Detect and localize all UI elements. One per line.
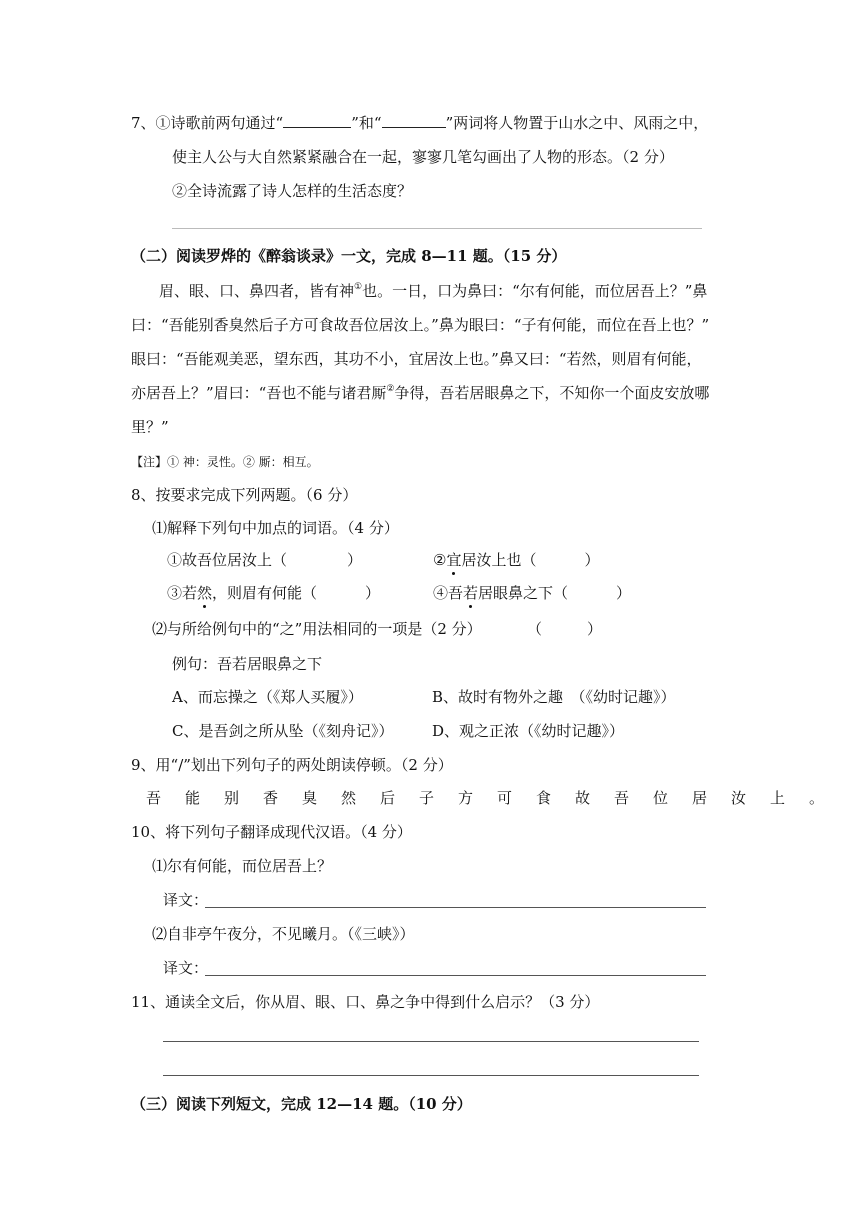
q7-line3: ②全诗流露了诗人怎样的生活态度？ — [172, 182, 413, 200]
q10-label2: 译文： — [163, 959, 209, 977]
q9-char: 吾 — [146, 789, 162, 807]
q10-answer-line1[interactable] — [205, 907, 706, 908]
q8-example: 例句：吾若居眼鼻之下 — [172, 655, 323, 673]
q8-sub2: ⑵与所给例句中的“之”用法相同的一项是（2 分） — [152, 620, 482, 638]
q9-char: 方 — [458, 789, 474, 807]
q9-char: 然 — [341, 789, 357, 807]
q11-answer-line2[interactable] — [163, 1075, 699, 1076]
q9-char: 居 — [692, 789, 708, 807]
q10-sentence2: ⑵自非亭午夜分，不见曦月。（《三峡》） — [152, 925, 415, 943]
q8-title: 8、按要求完成下列两题。（6 分） — [131, 486, 358, 504]
q9-sentence[interactable] — [146, 788, 848, 808]
passage-line3: 眼曰：“吾能观美恶，望东西，其功不小，宜居汝上也。”鼻又曰：“若然，则眉有何能， — [131, 350, 702, 368]
q11-title: 11、通读全文后，你从眉、眼、口、鼻之争中得到什么启示？（3 分） — [131, 993, 600, 1011]
q8-sub1: ⑴解释下列句中加点的词语。（4 分） — [152, 519, 399, 537]
section3-heading: （三）阅读下列短文，完成 12—14 题。（10 分） — [131, 1095, 472, 1113]
q7-answer-line[interactable] — [172, 228, 702, 229]
q10-answer-line2[interactable] — [205, 975, 706, 976]
section2-heading: （二）阅读罗烨的《醉翁谈录》一文，完成 8—11 题。（15 分） — [131, 247, 567, 265]
q9-char: 。 — [809, 789, 825, 807]
q9-char: 别 — [224, 789, 240, 807]
q9-char: 子 — [419, 789, 435, 807]
q9-char: 香 — [263, 789, 279, 807]
q10-label1: 译文： — [163, 891, 209, 909]
q8-item1: ①故吾位居汝上（ ） — [167, 551, 363, 569]
q9-char: 位 — [653, 789, 669, 807]
q7-blank2[interactable] — [382, 113, 446, 128]
q9-title: 9、用“/”划出下列句子的两处朗读停顿。（2 分） — [131, 756, 453, 774]
q8-option-a[interactable]: A、而忘操之（《郑人买履》） — [172, 688, 363, 706]
passage-line1: 眉、眼、口、鼻四者，皆有神①也。一日，口为鼻曰：“尔有何能，而位居吾上？”鼻 — [159, 282, 708, 300]
q9-char: 吾 — [614, 789, 630, 807]
q9-char: 汝 — [731, 789, 747, 807]
q9-char: 能 — [185, 789, 201, 807]
q8-sub2-answer[interactable]: （ ） — [527, 620, 603, 638]
q9-char: 可 — [497, 789, 513, 807]
q11-answer-line1[interactable] — [163, 1041, 699, 1042]
q8-option-d[interactable]: D、观之正浓（《幼时记趣》） — [432, 722, 625, 740]
q7-line1: 7、①诗歌前两句通过“ ”和“ ”两词将人物置于山水之中、风雨之中， — [131, 114, 709, 132]
passage-line4: 亦居吾上？”眉曰：“吾也不能与诸君厮②争得，吾若居眼鼻之下，不知你一个面皮安放哪 — [131, 384, 710, 402]
q10-sentence1: ⑴尔有何能，而位居吾上？ — [152, 857, 333, 875]
passage-line5: 里？” — [131, 418, 169, 436]
q10-title: 10、将下列句子翻译成现代汉语。（4 分） — [131, 823, 412, 841]
q9-char: 臭 — [302, 789, 318, 807]
q9-char: 上 — [770, 789, 786, 807]
q7-blank1[interactable] — [283, 113, 351, 128]
q9-char: 后 — [380, 789, 396, 807]
q8-option-c[interactable]: C、是吾剑之所从坠（《刻舟记》） — [172, 722, 394, 740]
q8-item4: ④吾若居眼鼻之下（ ） — [433, 584, 632, 602]
q8-item3: ③若然，则眉有何能（ ） — [167, 584, 381, 602]
passage-note: 【注】① 神：灵性。② 厮：相互。 — [131, 455, 319, 469]
q9-char: 食 — [536, 789, 552, 807]
q7-line2: 使主人公与大自然紧紧融合在一起，寥寥几笔勾画出了人物的形态。（2 分） — [172, 148, 674, 166]
q9-char: 故 — [575, 789, 591, 807]
q8-item2: ②宜居汝上也（ ） — [433, 551, 600, 569]
q8-option-b[interactable]: B、故时有物外之趣 （《幼时记趣》） — [432, 688, 676, 706]
passage-line2: 曰：“吾能别香臭然后子方可食故吾位居汝上。”鼻为眼曰：“子有何能，而位在吾上也？” — [131, 316, 710, 334]
